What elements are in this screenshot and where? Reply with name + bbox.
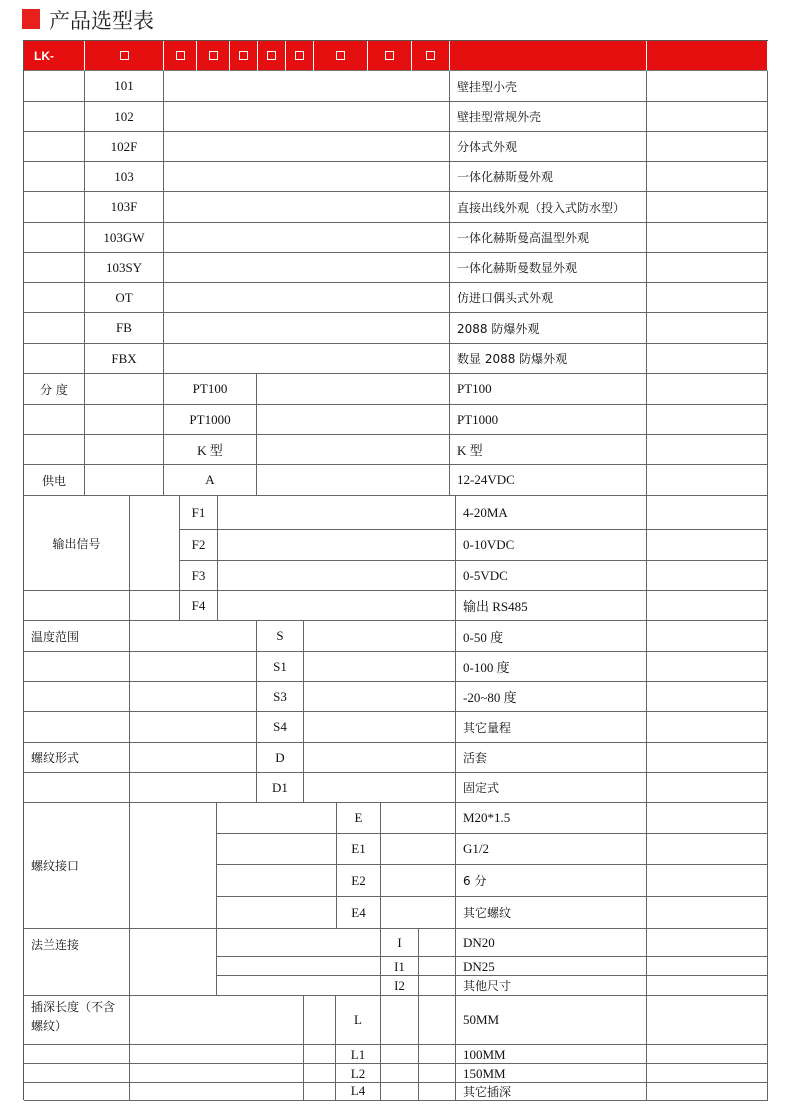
temperature-label: 温度范围	[24, 621, 130, 652]
graduation-desc: PT1000	[450, 405, 647, 435]
flange-label: 法兰连接	[24, 929, 130, 996]
thread-port-code: E	[337, 803, 381, 834]
heading-marker	[22, 9, 40, 29]
header-slot	[197, 41, 230, 71]
thread-port-desc: G1/2	[456, 834, 647, 865]
insertion-desc: 150MM	[456, 1064, 647, 1083]
output-desc: 0-5VDC	[456, 561, 647, 591]
graduation-code: PT1000	[164, 405, 257, 435]
thread-form-code: D	[257, 743, 304, 773]
model-code: 102F	[85, 132, 164, 162]
output-code: F4	[180, 591, 218, 621]
model-code: 103	[85, 162, 164, 192]
temperature-desc: 0-50 度	[456, 621, 647, 652]
insertion-code: L1	[336, 1045, 381, 1064]
output-code: F2	[180, 530, 218, 561]
thread-port-desc: M20*1.5	[456, 803, 647, 834]
header-prefix: LK-	[24, 41, 85, 71]
graduation-desc: K 型	[450, 435, 647, 465]
graduation-code: PT100	[164, 374, 257, 405]
thread-form-label: 螺纹形式	[24, 743, 130, 773]
model-desc: 仿进口偶头式外观	[450, 283, 647, 313]
header-desc	[450, 41, 647, 71]
model-code: 103F	[85, 192, 164, 223]
model-code: OT	[85, 283, 164, 313]
model-desc: 直接出线外观（投入式防水型）	[450, 192, 647, 223]
flange-desc: DN20	[456, 929, 647, 957]
power-desc: 12-24VDC	[450, 465, 647, 496]
power-label: 供电	[24, 465, 85, 496]
insertion-code: L2	[336, 1064, 381, 1083]
temperature-code: S	[257, 621, 304, 652]
placeholder-box-icon	[120, 51, 129, 60]
temperature-code: S3	[257, 682, 304, 712]
insertion-code: L	[336, 996, 381, 1045]
temperature-code: S4	[257, 712, 304, 743]
model-desc: 壁挂型常规外壳	[450, 102, 647, 132]
flange-code: I2	[381, 976, 419, 996]
thread-port-code: E4	[337, 897, 381, 929]
model-code: 101	[85, 71, 164, 102]
model-desc: 分体式外观	[450, 132, 647, 162]
graduation-code: K 型	[164, 435, 257, 465]
header-slot	[258, 41, 286, 71]
thread-port-desc: 6 分	[456, 865, 647, 897]
header-slot	[286, 41, 314, 71]
header-slot	[164, 41, 197, 71]
model-desc: 壁挂型小壳	[450, 71, 647, 102]
placeholder-box-icon	[267, 51, 276, 60]
insertion-desc: 其它插深	[456, 1083, 647, 1101]
placeholder-box-icon	[239, 51, 248, 60]
model-code: FB	[85, 313, 164, 344]
temperature-desc: 0-100 度	[456, 652, 647, 682]
header-slot	[412, 41, 450, 71]
insertion-code: L4	[336, 1083, 381, 1101]
header-extra	[647, 41, 768, 71]
model-desc: 2088 防爆外观	[450, 313, 647, 344]
temperature-desc: -20~80 度	[456, 682, 647, 712]
placeholder-box-icon	[176, 51, 185, 60]
model-code: 103SY	[85, 253, 164, 283]
flange-code: I1	[381, 957, 419, 976]
flange-desc: 其他尺寸	[456, 976, 647, 996]
temperature-desc: 其它量程	[456, 712, 647, 743]
model-desc: 一体化赫斯曼数显外观	[450, 253, 647, 283]
thread-form-desc: 固定式	[456, 773, 647, 803]
thread-form-desc: 活套	[456, 743, 647, 773]
selection-table	[23, 40, 768, 1100]
model-code: 102	[85, 102, 164, 132]
placeholder-box-icon	[426, 51, 435, 60]
output-code: F3	[180, 561, 218, 591]
header-slot	[85, 41, 164, 71]
model-code: 103GW	[85, 223, 164, 253]
thread-port-code: E2	[337, 865, 381, 897]
output-code: F1	[180, 496, 218, 530]
temperature-code: S1	[257, 652, 304, 682]
thread-port-label: 螺纹接口	[24, 803, 130, 929]
insertion-desc: 100MM	[456, 1045, 647, 1064]
output-label: 输出信号	[24, 496, 130, 591]
model-desc: 数显 2088 防爆外观	[450, 344, 647, 374]
flange-code: I	[381, 929, 419, 957]
thread-port-code: E1	[337, 834, 381, 865]
placeholder-box-icon	[336, 51, 345, 60]
graduation-desc: PT100	[450, 374, 647, 405]
insertion-desc: 50MM	[456, 996, 647, 1045]
placeholder-box-icon	[385, 51, 394, 60]
header-slot	[230, 41, 258, 71]
output-desc: 输出 RS485	[456, 591, 647, 621]
power-code: A	[164, 465, 257, 496]
output-desc: 4-20MA	[456, 496, 647, 530]
placeholder-box-icon	[295, 51, 304, 60]
model-desc: 一体化赫斯曼外观	[450, 162, 647, 192]
header-slot	[314, 41, 368, 71]
placeholder-box-icon	[209, 51, 218, 60]
header-slot	[368, 41, 412, 71]
thread-form-code: D1	[257, 773, 304, 803]
model-code: FBX	[85, 344, 164, 374]
graduation-label: 分 度	[24, 374, 85, 405]
model-desc: 一体化赫斯曼高温型外观	[450, 223, 647, 253]
page-title: 产品选型表	[49, 9, 154, 33]
output-desc: 0-10VDC	[456, 530, 647, 561]
flange-desc: DN25	[456, 957, 647, 976]
insertion-label: 插深长度（不含螺纹）	[24, 996, 130, 1045]
thread-port-desc: 其它螺纹	[456, 897, 647, 929]
